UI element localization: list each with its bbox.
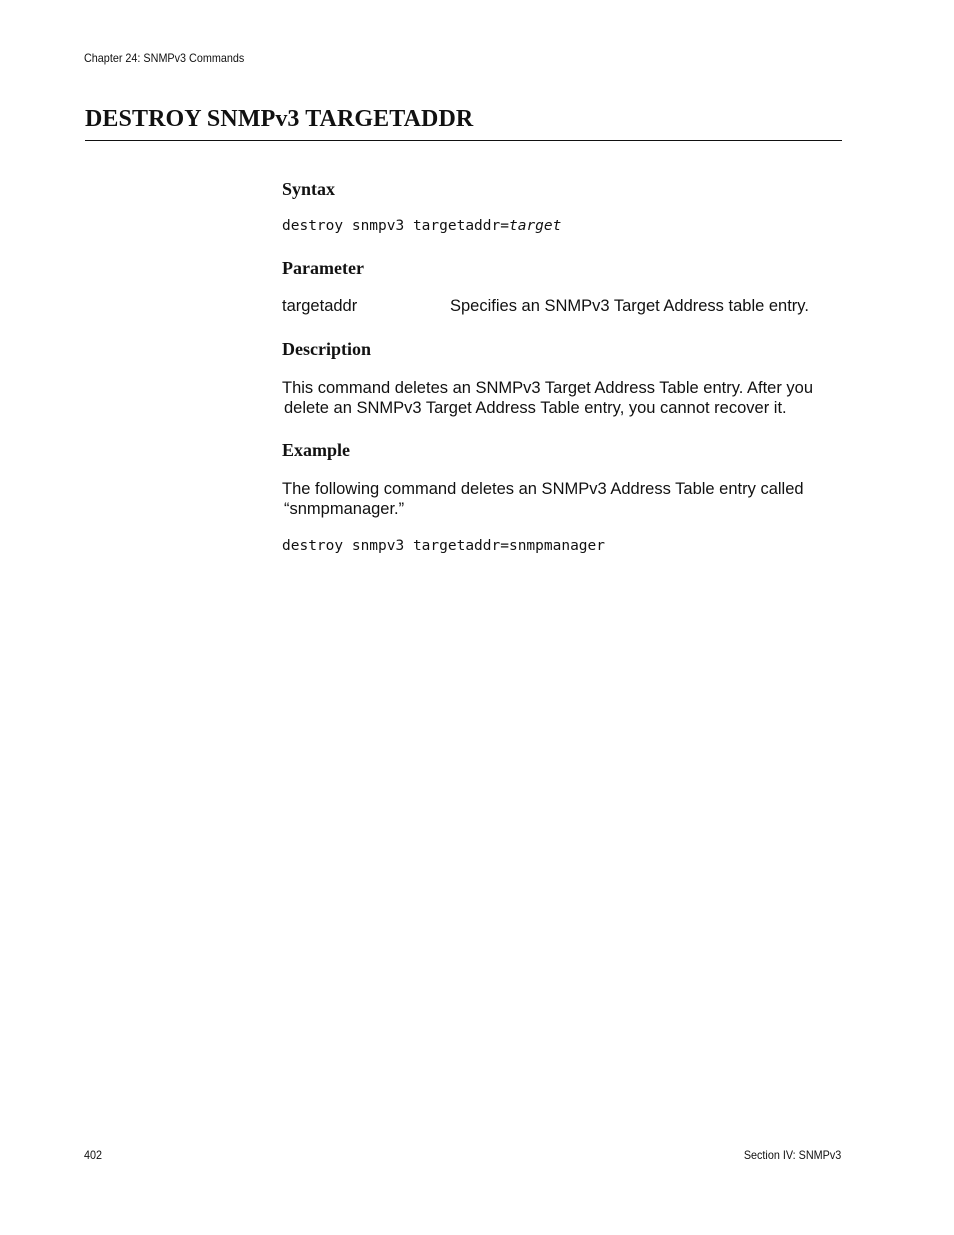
syntax-heading: Syntax [282, 179, 336, 199]
parameter-description: Specifies an SNMPv3 Target Address table entry. [450, 297, 809, 315]
example-heading: Example [282, 440, 351, 460]
page-title: DESTROY SNMPv3 TARGETADDR [85, 106, 474, 132]
footer-section: Section IV: SNMPv3 [743, 1148, 841, 1162]
example-line-2: “snmpmanager.” [284, 500, 405, 518]
description-line-1: This command deletes an SNMPv3 Target Address Table entry. After you [282, 379, 814, 397]
page-number: 402 [84, 1148, 103, 1162]
parameter-name: targetaddr [282, 297, 358, 315]
syntax-argument: target [508, 218, 562, 234]
description-heading: Description [282, 339, 371, 359]
running-header: Chapter 24: SNMPv3 Commands [84, 51, 245, 65]
example-command: destroy snmpv3 targetaddr=snmpmanager [282, 538, 606, 554]
syntax-command [282, 218, 561, 234]
example-line-1: The following command deletes an SNMPv3 Address Table entry called [282, 480, 804, 498]
parameter-heading: Parameter [282, 258, 364, 278]
description-text [282, 378, 847, 418]
example-text [282, 479, 847, 519]
title-rule [85, 140, 842, 141]
description-line-2: delete an SNMPv3 Target Address Table entry, you cannot recover it. [284, 399, 787, 417]
syntax-command-text: destroy snmpv3 targetaddr= [282, 218, 509, 234]
